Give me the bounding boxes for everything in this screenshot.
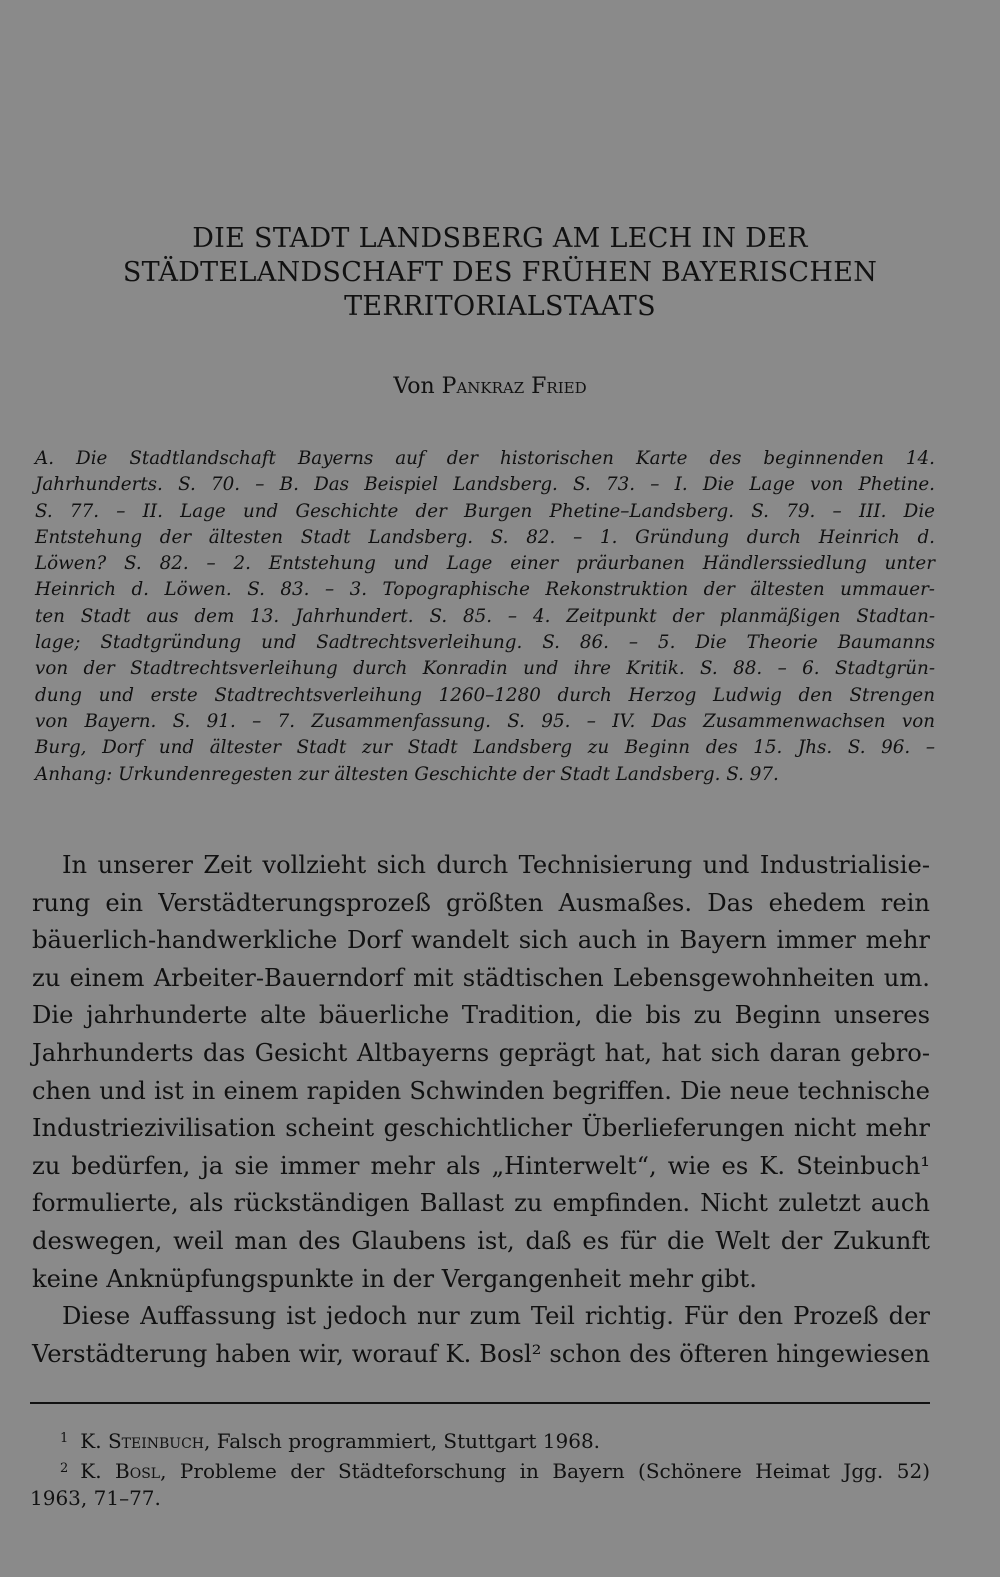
- contents-line: S. 77. – II. Lage und Geschichte der Burgen Phetine–Landsberg. S. 79. – III. Die: [35, 500, 935, 522]
- paragraph-line: bäuerlich-handwerkliche Dorf wandelt sich auch in Bayern immer mehr: [32, 926, 930, 955]
- contents-line: von Bayern. S. 91. – 7. Zusammenfassung. S. 95. – IV. Das Zusammenwachsen von: [35, 710, 935, 732]
- contents-line: von der Stadtrechtsverleihung durch Konradin und ihre Kritik. S. 88. – 6. Stadtgrün-: [35, 658, 935, 680]
- paragraph-line: Diese Auffassung ist jedoch nur zum Teil richtig. Für den Prozeß der: [62, 1302, 930, 1331]
- footnote-divider: [30, 1402, 930, 1404]
- footnote-text: , Probleme der Städteforschung in Bayern (Schönere Heimat Jgg. 52): [160, 1459, 931, 1483]
- paragraph-line: formulierte, als rückständigen Ballast zu empfinden. Nicht zuletzt auch: [32, 1189, 930, 1218]
- contents-line: Burg, Dorf und ältester Stadt zur Stadt Landsberg zu Beginn des 15. Jhs. S. 96. –: [35, 737, 935, 759]
- paragraph-line: Jahrhunderts das Gesicht Altbayerns geprägt hat, hat sich daran gebro-: [32, 1038, 930, 1067]
- table-of-contents: [35, 446, 935, 788]
- paragraph-line: Die jahrhunderte alte bäuerliche Tradition, die bis zu Beginn unseres: [32, 1001, 930, 1030]
- author-name: Pankraz Fried: [441, 374, 587, 399]
- paragraph-line: In unserer Zeit vollzieht sich durch Technisierung und Industrialisie-: [62, 851, 930, 879]
- paragraph-line: keine Anknüpfungspunkte in der Vergangenheit mehr gibt.: [32, 1264, 757, 1293]
- footnote-2-continuation: 1963, 71–77.: [30, 1486, 161, 1510]
- paragraph-line: zu einem Arbeiter-Bauerndorf mit städtischen Lebensgewohnheiten um.: [32, 963, 930, 992]
- footnote-author: K. Steinbuch: [80, 1429, 204, 1453]
- contents-line: A. Die Stadtlandschaft Bayerns auf der historischen Karte des beginnenden 14.: [35, 448, 935, 469]
- footnote-author: K. Bosl: [80, 1459, 161, 1483]
- contents-line: Jahrhunderts. S. 70. – B. Das Beispiel Landsberg. S. 73. – I. Die Lage von Phetine.: [35, 474, 935, 496]
- footnote-mark: 2: [60, 1461, 69, 1476]
- paragraph-line: Verstädterung haben wir, worauf K. Bosl² schon des öfteren hingewiesen: [32, 1339, 930, 1368]
- paragraph-line: zu bedürfen, ja sie immer mehr als „Hinterwelt“, wie es K. Steinbuch¹: [32, 1151, 930, 1180]
- footnote-1: [30, 1425, 930, 1455]
- author-line: [0, 374, 980, 399]
- paragraph-line: deswegen, weil man des Glaubens ist, daß es für die Welt der Zukunft: [32, 1226, 930, 1255]
- paragraph-line: Industriezivilisation scheint geschichtlicher Überlieferungen nicht mehr: [32, 1114, 930, 1143]
- contents-line: dung und erste Stadtrechtsverleihung 1260–1280 durch Herzog Ludwig den Strengen: [35, 684, 935, 706]
- body-text: [32, 847, 930, 1373]
- contents-line: lage; Stadtgründung und Sadtrechtsverleihung. S. 86. – 5. Die Theorie Baumanns: [35, 632, 935, 654]
- title-line: TERRITORIALSTAATS: [344, 291, 656, 322]
- footnote-text: , Falsch programmiert, Stuttgart 1968.: [203, 1429, 601, 1453]
- footnotes: [30, 1425, 930, 1512]
- author-prefix: Von: [393, 374, 442, 399]
- contents-line: Entstehung der ältesten Stadt Landsberg. S. 82. – 1. Gründung durch Heinrich d.: [35, 526, 935, 548]
- paragraph-line: rung ein Verstädterungsprozeß größten Ausmaßes. Das ehedem rein: [32, 888, 930, 917]
- paragraph-line: chen und ist in einem rapiden Schwinden begriffen. Die neue technische: [32, 1076, 930, 1105]
- footnote-mark: 1: [60, 1431, 69, 1446]
- footnote-2: [30, 1455, 930, 1485]
- title-line: DIE STADT LANDSBERG AM LECH IN DER: [192, 223, 808, 254]
- contents-line: Heinrich d. Löwen. S. 83. – 3. Topographische Rekonstruktion der ältesten ummauer-: [35, 579, 935, 601]
- article-title: [70, 222, 930, 324]
- contents-line: ten Stadt aus dem 13. Jahrhundert. S. 85. – 4. Zeitpunkt der planmäßigen Stadtan-: [35, 605, 935, 627]
- contents-line: Löwen? S. 82. – 2. Entstehung und Lage einer präurbanen Händlerssiedlung unter: [35, 553, 935, 575]
- contents-line: Anhang: Urkundenregesten zur ältesten Geschichte der Stadt Landsberg. S. 97.: [35, 763, 779, 785]
- title-line: STÄDTELANDSCHAFT DES FRÜHEN BAYERISCHEN: [122, 257, 878, 288]
